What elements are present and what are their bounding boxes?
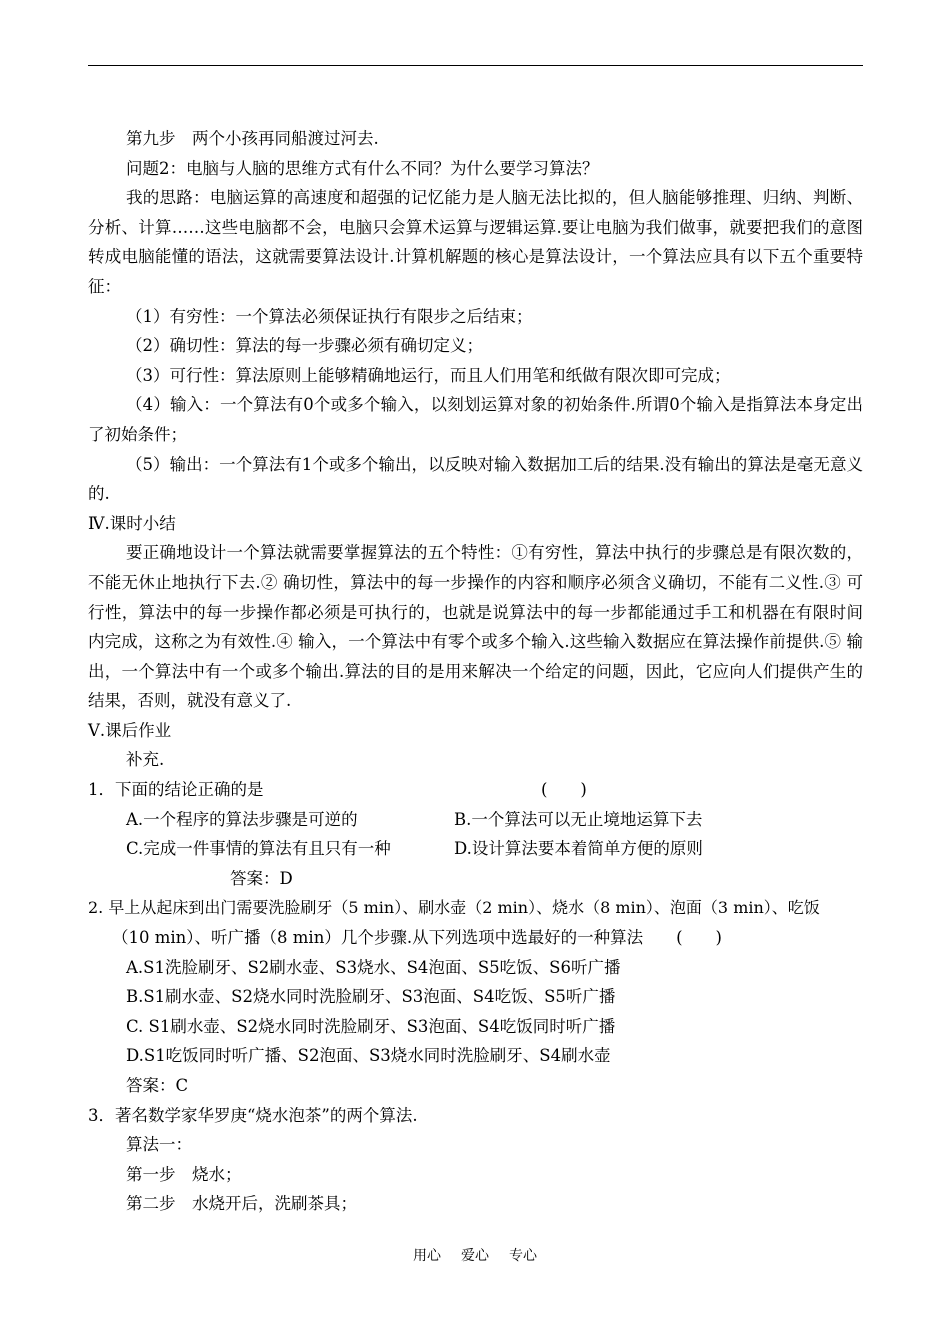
algorithm-1-step-1: 第一步 烧水； bbox=[126, 1164, 242, 1184]
footer-item: 爱心 bbox=[461, 1248, 489, 1264]
exercise-1-option-a: A.一个程序的算法步骤是可逆的 bbox=[126, 809, 358, 829]
exercise-1-options-cd bbox=[88, 834, 863, 864]
exercise-1-line bbox=[88, 775, 863, 805]
feature-3-line: （3）可行性：算法原则上能够精确地运行，而且人们用笔和纸做有限次即可完成； bbox=[126, 365, 731, 385]
exercise-1-answer: 答案：D bbox=[230, 868, 293, 888]
algorithm-1-label: 算法一： bbox=[126, 1135, 192, 1155]
feature-4-paragraph: （4）输入：一个算法有0个或多个输入，以刻划运算对象的初始条件.所谓0个输入是指算法本身定出了初始条件； bbox=[88, 395, 863, 444]
document-body bbox=[88, 124, 863, 1219]
header-rule bbox=[88, 65, 863, 66]
exercise-2-option-c: C. S1刷水壶、S2烧水同时洗脸刷牙、S3泡面、S4吃饭同时听广播 bbox=[126, 1016, 616, 1036]
supplement-line: 补充. bbox=[126, 750, 165, 770]
exercise-2-line-2: （10 min）、听广播（8 min）几个步骤.从下列选项中选最好的一种算法 ( ) bbox=[112, 928, 722, 948]
step-nine-line: 第九步 两个小孩再同船渡过河去. bbox=[126, 129, 379, 148]
exercise-2-option-a: A.S1洗脸刷牙、S2刷水壶、S3烧水、S4泡面、S5吃饭、S6听广播 bbox=[126, 957, 621, 977]
exercise-2-answer: 答案：C bbox=[126, 1076, 189, 1095]
exercise-1-answer-blank: ( ) bbox=[541, 780, 587, 800]
exercise-2-option-d: D.S1吃饭同时听广播、S2泡面、S3烧水同时洗脸刷牙、S4刷水壶 bbox=[126, 1046, 611, 1066]
feature-1-line: （1）有穷性：一个算法必须保证执行有限步之后结束； bbox=[126, 306, 533, 326]
feature-2-line: （2）确切性：算法的每一步骤必须有确切定义； bbox=[126, 336, 483, 356]
exercise-1-options-ab bbox=[88, 805, 863, 835]
thought-paragraph: 我的思路：电脑运算的高速度和超强的记忆能力是人脑无法比拟的，但人脑能够推理、归纳、判断、分析、计算……这些电脑都不会，电脑只会算术运算与逻辑运算.要让电脑为我们做事，就要把我们的意图转成电脑能懂的语法，这就需要算法设计.计算机解题的核心是算法设计，一个算法应具有以下五个重要特征： bbox=[88, 188, 863, 296]
exercise-1-option-c: C.完成一件事情的算法有且只有一种 bbox=[126, 839, 391, 859]
exercise-1-stem: 1．下面的结论正确的是 bbox=[88, 780, 264, 800]
exercise-1-option-d: D.设计算法要本着简单方便的原则 bbox=[454, 839, 703, 859]
feature-5-paragraph: （5）输出：一个算法有1个或多个输出，以反映对输入数据加工后的结果.没有输出的算法是毫无意义的. bbox=[88, 454, 863, 504]
footer-item: 用心 bbox=[413, 1248, 441, 1264]
section-5-heading: Ⅴ.课后作业 bbox=[88, 720, 172, 740]
footer-item: 专心 bbox=[509, 1248, 537, 1264]
summary-paragraph: 要正确地设计一个算法就需要掌握算法的五个特性：①有穷性，算法中执行的步骤总是有限次数的，不能无休止地执行下去.② 确切性，算法中的每一步操作的内容和顺序必须含义确切，不能有二义性.③ 可行性，算法中的每一步操作都必须是可执行的，也就是说算法中的每一步都能通过手工和机器在有限时间内完成，这称之为有效性.④ 输入，一个算法中有零个或多个输入.这些输入数据应在算法操作前提供.⑤ 输出，一个算法中有一个或多个输出.算法的目的是用来解决一个给定的问题，因此，它应向人们提供产生的结果，否则，就没有意义了. bbox=[88, 543, 863, 711]
exercise-1-option-b: B.一个算法可以无止境地运算下去 bbox=[454, 809, 703, 829]
exercise-3-line: 3．著名数学家华罗庚“烧水泡茶”的两个算法. bbox=[88, 1105, 418, 1125]
section-4-heading: Ⅳ.课时小结 bbox=[88, 513, 176, 533]
question-2-line: 问题2：电脑与人脑的思维方式有什么不同？为什么要学习算法？ bbox=[126, 158, 599, 178]
algorithm-1-step-2: 第二步 水烧开后，洗刷茶具； bbox=[126, 1194, 357, 1214]
exercise-2-option-b: B.S1刷水壶、S2烧水同时洗脸刷牙、S3泡面、S4吃饭、S5听广播 bbox=[126, 987, 616, 1007]
page-footer bbox=[0, 1245, 950, 1265]
exercise-2-line-1: 2. 早上从起床到出门需要洗脸刷牙（5 min）、刷水壶（2 min）、烧水（8 min）、泡面（3 min）、吃饭 bbox=[88, 898, 820, 918]
